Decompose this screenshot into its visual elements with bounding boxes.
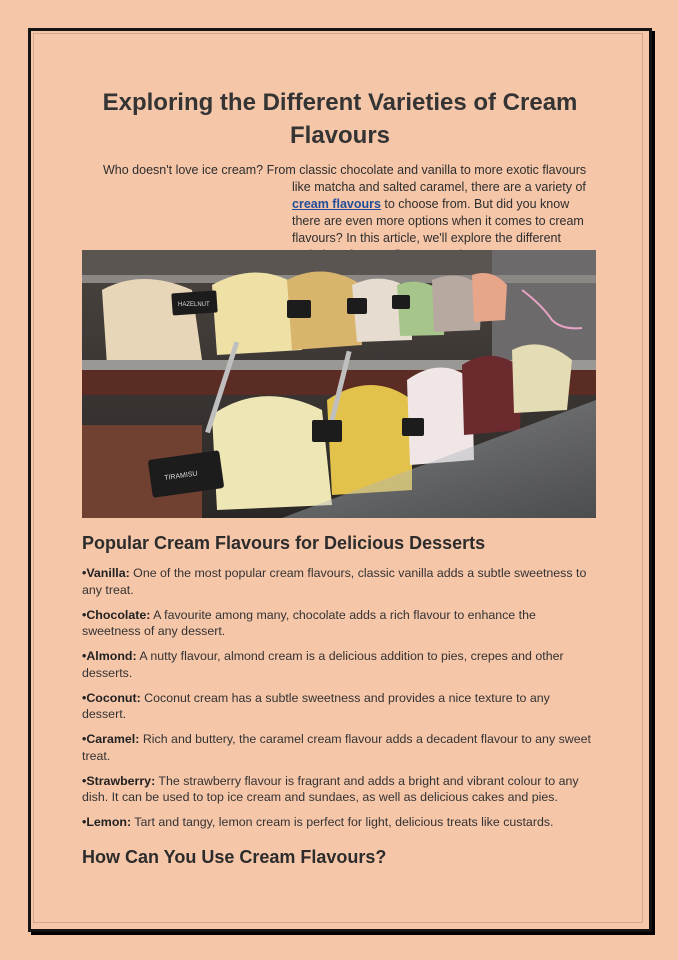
- intro-paragraph: [103, 162, 603, 252]
- label-tag-hazelnut: [171, 290, 217, 315]
- cream-flavours-link[interactable]: cream flavours: [292, 197, 381, 211]
- flavour-description: Tart and tangy, lemon cream is perfect for light, delicious treats like custards.: [131, 815, 554, 829]
- svg-text:HAZELNUT: HAZELNUT: [178, 302, 210, 308]
- list-item-almond: [82, 648, 597, 681]
- intro-line-3: to choose from. But did you know there are even more options when it comes to cream flavours? In this article, we'll explore the different: [292, 197, 584, 245]
- list-item-lemon: [82, 814, 597, 831]
- flavour-description: Coconut cream has a subtle sweetness and provides a nice texture to any dessert.: [82, 690, 550, 721]
- flavour-description: A nutty flavour, almond cream is a delicious addition to pies, crepes and other desserts.: [82, 649, 564, 680]
- flavour-description: The strawberry flavour is fragrant and adds a bright and vibrant colour to any dish. It can be used to top ice cream and sundaes, as well as delicious cakes and pies.: [82, 773, 579, 804]
- section-heading-how-to-use: How Can You Use Cream Flavours?: [82, 847, 387, 867]
- flavour-name: •Coconut:: [82, 690, 141, 705]
- intro-line-2: like matcha and salted caramel, there are a variety of: [292, 180, 586, 194]
- list-item-strawberry: [82, 773, 597, 806]
- flavour-description: A favourite among many, chocolate adds a rich flavour to enhance the sweetness of any dessert.: [82, 607, 536, 638]
- flavour-description: Rich and buttery, the caramel cream flavour adds a decadent flavour to any sweet treat.: [82, 732, 591, 763]
- flavour-list: [82, 565, 597, 839]
- flavour-name: •Strawberry:: [82, 773, 156, 788]
- list-item-vanilla: [82, 565, 597, 598]
- list-item-caramel: [82, 731, 597, 764]
- section-heading-popular: Popular Cream Flavours for Delicious Desserts: [82, 533, 486, 553]
- list-item-chocolate: [82, 607, 597, 640]
- flavour-description: One of the most popular cream flavours, classic vanilla adds a subtle sweetness to any treat.: [82, 566, 587, 597]
- flavour-name: •Lemon:: [82, 815, 132, 829]
- flavour-name: •Vanilla:: [82, 566, 130, 580]
- flavour-name: •Almond:: [82, 649, 137, 663]
- intro-line-1: Who doesn't love ice cream? From classic chocolate and vanilla to more exotic flavours: [103, 163, 587, 177]
- page-title: Exploring the Different Varieties of Cream Flavours: [102, 89, 578, 149]
- flavour-name: •Chocolate:: [82, 607, 151, 622]
- svg-text:TIRAMISU: TIRAMISU: [163, 470, 199, 483]
- ice-cream-display-photo: [82, 250, 596, 518]
- flavour-name: •Caramel:: [82, 732, 140, 746]
- list-item-coconut: [82, 690, 597, 723]
